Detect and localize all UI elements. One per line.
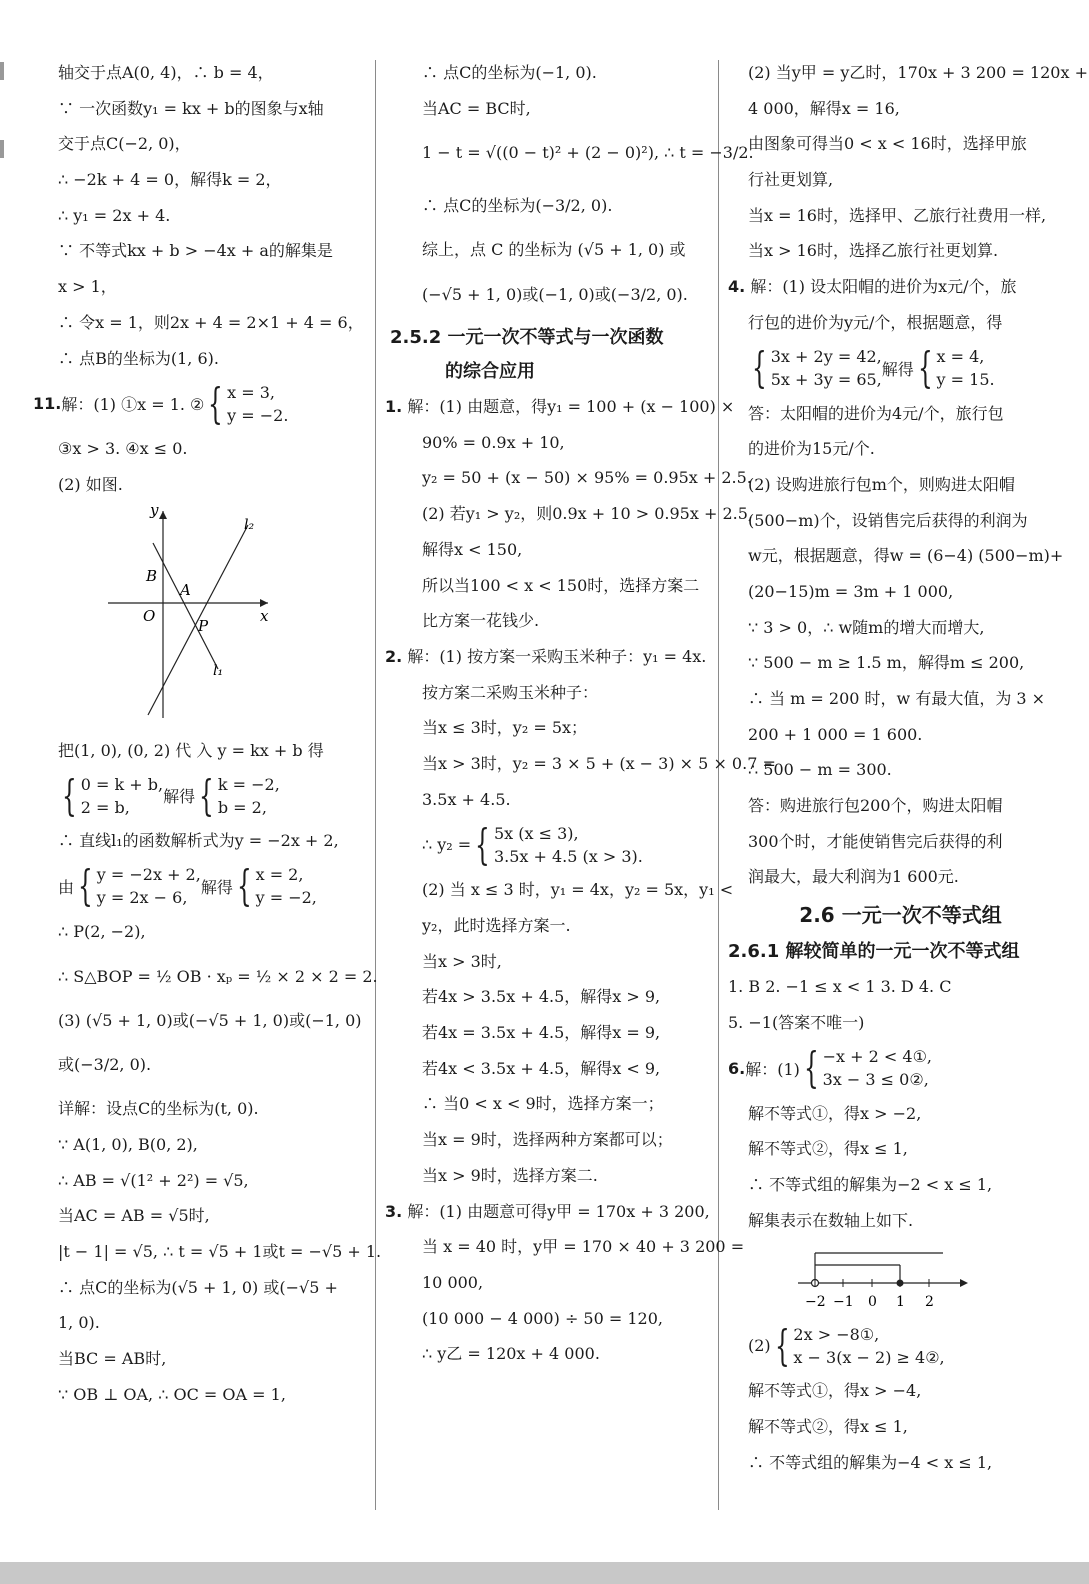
text-line: 行包的进价为y元/个，根据题意，得	[748, 312, 1003, 332]
text-line: 综上，点 C 的坐标为 (√5 + 1, 0) 或	[422, 240, 686, 260]
text-line: 解：(1) 由题意可得y甲 = 170x + 3 200,	[407, 1201, 710, 1221]
part-label: (2)	[748, 1336, 771, 1356]
brace-icon: {	[208, 378, 224, 428]
text-line: 当AC = BC时,	[422, 98, 531, 118]
text-line: 当x > 16时，选择乙旅行社更划算.	[748, 241, 999, 261]
text-line: (2) 如图.	[58, 474, 123, 494]
tick-label: 1	[896, 1294, 905, 1311]
text-line: 详解：设点C的坐标为(t, 0).	[58, 1099, 259, 1119]
system-row: y = −2x + 2,	[96, 865, 201, 885]
system-row: y = −2,	[255, 888, 317, 908]
system-row: 0 = k + b,	[80, 774, 164, 794]
text-line: 或(−3/2, 0).	[58, 1055, 152, 1075]
question-number: 1.	[385, 397, 403, 417]
text-line: 润最大，最大利润为1 600元.	[748, 867, 959, 887]
text-line: 解：(1) 设太阳帽的进价为x元/个，旅	[750, 277, 1017, 297]
equation-system	[748, 341, 1053, 396]
column-3	[728, 55, 1088, 1480]
number-line	[748, 1238, 1048, 1318]
text-line: ∵ 500 − m ≥ 1.5 m，解得m ≤ 200,	[748, 653, 1025, 673]
text-line: 当x > 3时,	[422, 951, 502, 971]
system-prefix: ∴ y₂ =	[422, 835, 472, 855]
question-number: 2.	[385, 646, 403, 666]
text-line: ∴ 不等式组的解集为−2 < x ≤ 1,	[748, 1174, 993, 1194]
column-divider	[718, 60, 719, 1510]
system-row: x = 4,	[936, 347, 985, 366]
equation-system	[58, 859, 358, 914]
system-row: 3.5x + 4.5 (x > 3).	[493, 846, 643, 866]
solve-text: 解得	[163, 787, 196, 807]
q2-line	[385, 639, 707, 675]
equation-system	[400, 817, 700, 872]
brace-icon: {	[475, 819, 490, 869]
tick-label: 2	[925, 1294, 934, 1311]
system-row: 5x (x ≤ 3),	[493, 823, 579, 843]
brace-icon: {	[62, 770, 77, 820]
point-b-label: B	[146, 566, 158, 585]
text-line: (2) 设购进旅行包m个，则购进太阳帽	[748, 474, 1015, 494]
text-line: 当x > 3时，y₂ = 3 × 5 + (x − 3) × 5 × 0.7 =	[422, 753, 776, 773]
q6-header	[728, 1041, 1053, 1096]
text-line: ∴ 点B的坐标为(1, 6).	[58, 348, 219, 368]
text-line: 当x ≤ 3时，y₂ = 5x；	[422, 718, 588, 738]
brace-icon: {	[199, 770, 214, 820]
text-line: ∴ 当0 < x < 9时，选择方案一；	[422, 1094, 664, 1114]
column-divider	[375, 60, 376, 1510]
x-arrow-icon	[260, 599, 268, 607]
brace-icon: {	[803, 1043, 819, 1092]
column-1	[33, 55, 382, 1413]
answer-line: 1. B 2. −1 ≤ x < 1 3. D 4. C	[728, 977, 952, 997]
question-number: 6.	[728, 1058, 746, 1078]
text-line: 200 + 1 000 = 1 600.	[748, 724, 923, 744]
text-line: ∴ y₁ = 2x + 4.	[58, 205, 171, 225]
text-line: 解不等式②，得x ≤ 1,	[748, 1416, 908, 1436]
answer-line: 5. −1(答案不唯一)	[728, 1012, 865, 1032]
section-title: 的综合应用	[445, 361, 535, 383]
system-row: 2 = b,	[80, 797, 130, 817]
text-line: |t − 1| = √5, ∴ t = √5 + 1或t = −√5 + 1.	[58, 1242, 382, 1262]
text-line: 解集表示在数轴上如下.	[748, 1210, 914, 1230]
text-line: ∵ OB ⊥ OA, ∴ OC = OA = 1,	[58, 1384, 286, 1404]
text-line: ∵ 一次函数y₁ = kx + b的图象与x轴	[58, 98, 324, 118]
text-line: ∴ S△BOP = ½ OB · xₚ = ½ × 2 × 2 = 2.	[58, 966, 378, 986]
text-line: 行社更划算,	[748, 170, 834, 190]
system-row: 5x + 3y = 65,	[770, 370, 882, 389]
text-line: ∴ −2k + 4 = 0，解得k = 2，	[58, 170, 282, 190]
q3-line	[385, 1194, 710, 1230]
function-graph	[58, 503, 358, 733]
text-line: 答：购进旅行包200个，购进太阳帽	[748, 796, 1003, 816]
text-line: 的进价为15元/个.	[748, 439, 875, 459]
margin-mark	[0, 140, 4, 158]
text-line: 当BC = AB时,	[58, 1349, 167, 1369]
tick-label: −1	[833, 1294, 854, 1311]
system-row: x − 3(x − 2) ≥ 4②,	[793, 1347, 945, 1367]
text-line: ∴ AB = √(1² + 2²) = √5,	[58, 1170, 249, 1190]
text-line: 3.5x + 4.5.	[422, 789, 511, 809]
solve-text: 解得	[200, 877, 233, 897]
text-line: (10 000 − 4 000) ÷ 50 = 120,	[422, 1308, 663, 1328]
coordinate-figure	[58, 503, 358, 733]
text-line: 当x = 16时，选择甲、乙旅行社费用一样,	[748, 205, 1047, 225]
text-line: 10 000,	[422, 1272, 484, 1292]
text-line: ∴ 500 − m = 300.	[748, 760, 892, 780]
text-line: (2) 若y₁ > y₂，则0.9x + 10 > 0.95x + 2.5,	[422, 504, 753, 524]
text-line: 解不等式②，得x ≤ 1,	[748, 1139, 908, 1159]
text-line: 当AC = AB = √5时,	[58, 1206, 210, 1226]
text-line: (20−15)m = 3m + 1 000,	[748, 581, 954, 601]
text-line: (3) (√5 + 1, 0)或(−√5 + 1, 0)或(−1, 0)	[58, 1010, 362, 1030]
text-line: ∴ 直线l₁的函数解析式为y = −2x + 2,	[58, 831, 339, 851]
text-line: 若4x = 3.5x + 4.5，解得x = 9,	[422, 1023, 661, 1043]
column-2	[385, 55, 776, 1372]
text-line: 由图象可得当0 < x < 16时，选择甲旅	[748, 134, 1027, 154]
q4-line	[728, 269, 1053, 305]
brace-icon: {	[78, 861, 93, 911]
text-line: 解：(1) 由题意，得y₁ = 100 + (x − 100) ×	[407, 397, 735, 417]
text-line: ∴ 点C的坐标为(√5 + 1, 0) 或(−√5 +	[58, 1277, 338, 1297]
text-line: 交于点C(−2, 0)，	[58, 134, 191, 154]
text-line: ∴ y乙 = 120x + 4 000.	[422, 1344, 600, 1364]
text-line: 当x > 9时，选择方案二.	[422, 1165, 598, 1185]
text-line: (500−m)个，设销售完后获得的利润为	[748, 510, 1028, 530]
text-line: (2) 当 x ≤ 3 时，y₁ = 4x，y₂ = 5x，y₁ <	[422, 880, 734, 900]
system-row: x = 2,	[255, 865, 304, 885]
text-line: ∵ 不等式kx + b > −4x + a的解集是	[58, 241, 333, 261]
point-a-label: A	[180, 580, 191, 599]
origin-label: O	[143, 606, 156, 625]
brace-icon: {	[774, 1320, 790, 1370]
q6-label: 解：(1)	[745, 1059, 800, 1079]
text-line: ∴ 点C的坐标为(−1, 0).	[422, 63, 597, 82]
text-line: 解得x < 150,	[422, 539, 523, 559]
text-line: 90% = 0.9x + 10,	[422, 432, 565, 452]
text-line: (2) 当y甲 = y乙时，170x + 3 200 = 120x +	[748, 63, 1088, 82]
system-row: x = 3,	[227, 382, 276, 402]
text-line: ∴ 不等式组的解集为−4 < x ≤ 1,	[748, 1452, 993, 1472]
question-number: 3.	[385, 1201, 403, 1221]
text-line: ∴ 令x = 1，则2x + 4 = 2×1 + 4 = 6，	[58, 312, 364, 332]
brace-icon: {	[917, 343, 933, 392]
text-line: 轴交于点A(0, 4)，∴ b = 4，	[58, 63, 274, 82]
equation-system	[58, 768, 358, 823]
brace-icon: {	[752, 343, 767, 392]
text-line: ∵ 3 > 0，∴ w随m的增大而增大,	[748, 617, 985, 637]
tick-label: −2	[805, 1294, 826, 1311]
point-p-label: P	[198, 616, 209, 635]
q11-header	[33, 376, 358, 431]
text-line: 当x = 9时，选择两种方案都可以；	[422, 1130, 673, 1150]
text-line: 解不等式①，得x > −4,	[748, 1381, 922, 1401]
text-line: 比方案一花钱少.	[422, 611, 540, 631]
system-row: 3x + 2y = 42,	[770, 347, 882, 366]
question-number: 4.	[728, 277, 746, 297]
brace-icon: {	[236, 861, 252, 911]
y-arrow-icon	[159, 511, 167, 519]
text-line: 1 − t = √((0 − t)² + (2 − 0)²), ∴ t = −3/2.	[422, 143, 754, 163]
line-l2-label: l₂	[244, 516, 255, 533]
text-line: 4 000，解得x = 16,	[748, 98, 900, 118]
text-line: 300个时，才能使销售完后获得的利	[748, 831, 1003, 851]
system-prefix: 由	[58, 877, 75, 897]
question-number: 11.	[33, 394, 62, 414]
axis-arrow-icon	[960, 1279, 968, 1287]
text-line: w元，根据题意，得w = (6−4) (500−m)+	[748, 546, 1064, 566]
text-line: 按方案二采购玉米种子：	[422, 682, 599, 702]
q6-part2	[748, 1318, 1053, 1373]
text-line: 解不等式①，得x > −2,	[748, 1103, 922, 1123]
text-line: ∴ P(2, −2),	[58, 921, 146, 941]
y-label: y	[150, 502, 159, 519]
margin-mark	[0, 62, 4, 80]
text-line: 答：太阳帽的进价为4元/个，旅行包	[748, 403, 1004, 423]
system-row: b = 2,	[217, 797, 267, 817]
system-row: k = −2,	[217, 774, 280, 794]
text-line: 解：(1) 按方案一采购玉米种子：y₁ = 4x.	[407, 646, 707, 666]
system-row: y = −2.	[227, 405, 289, 425]
text-line: ∴ 点C的坐标为(−3/2, 0).	[422, 196, 613, 216]
solve-text: 解得	[881, 359, 914, 379]
system-row: y = 15.	[936, 370, 995, 389]
page-bottom-band	[0, 1562, 1089, 1584]
text-line: ∴ 当 m = 200 时，w 有最大值，为 3 ×	[748, 689, 1046, 708]
chapter-title: 2.6 一元一次不等式组	[799, 903, 1002, 928]
text-line: 若4x > 3.5x + 4.5，解得x > 9,	[422, 987, 661, 1007]
system-row: −x + 2 < 4①,	[822, 1047, 932, 1066]
section-title: 2.6.1 解较简单的一元一次不等式组	[728, 941, 1020, 963]
text-line: y₂，此时选择方案一.	[422, 916, 571, 935]
section-title: 2.5.2 一元一次不等式与一次函数	[390, 327, 664, 349]
text-line: 所以当100 < x < 150时，选择方案二	[422, 575, 700, 595]
text-line: (−√5 + 1, 0)或(−1, 0)或(−3/2, 0).	[422, 285, 688, 305]
system-row: 2x > −8①,	[793, 1324, 880, 1344]
text-line: 把(1, 0), (0, 2) 代 入 y = kx + b 得	[58, 740, 324, 760]
tick-label: 0	[868, 1294, 877, 1311]
system-row: y = 2x − 6,	[96, 888, 188, 908]
text-line: 1, 0).	[58, 1313, 100, 1333]
q1-line	[385, 389, 735, 425]
text-line: 若4x < 3.5x + 4.5，解得x < 9,	[422, 1058, 661, 1078]
number-line-figure	[748, 1238, 1053, 1318]
q11-label: 解：(1) ①x = 1. ②	[61, 395, 205, 415]
text-line: ③x > 3. ④x ≤ 0.	[58, 439, 188, 459]
text-line: x > 1，	[58, 277, 117, 297]
x-label: x	[260, 606, 269, 625]
text-line: 当 x = 40 时，y甲 = 170 × 40 + 3 200 =	[422, 1237, 745, 1257]
text-line: ∵ A(1, 0), B(0, 2),	[58, 1135, 198, 1154]
line-l1-label: l₁	[213, 662, 224, 679]
system-row: 3x − 3 ≤ 0②,	[822, 1070, 929, 1089]
text-line: y₂ = 50 + (x − 50) × 95% = 0.95x + 2.5.	[422, 468, 752, 488]
